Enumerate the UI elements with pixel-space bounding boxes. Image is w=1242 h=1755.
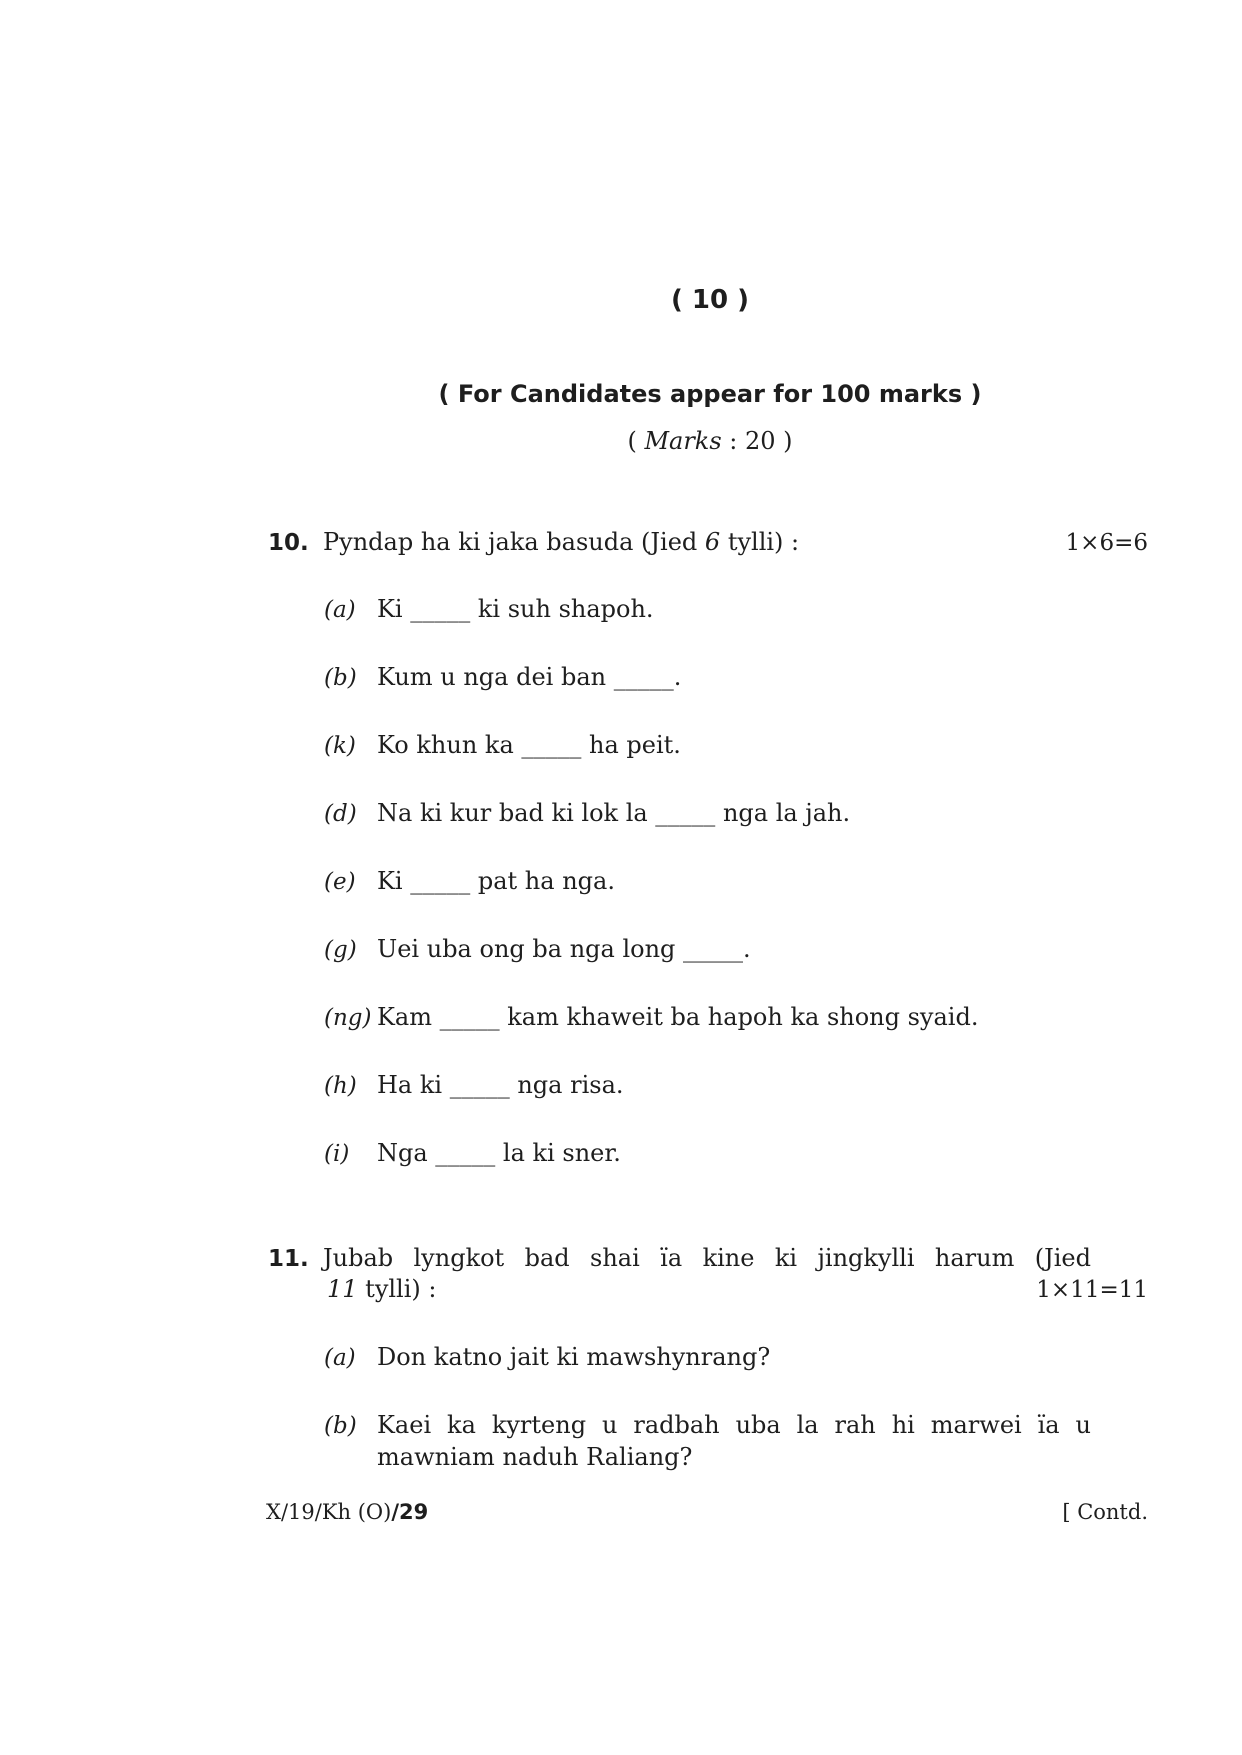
item-label: (i) bbox=[324, 1141, 350, 1167]
page-number: ( 10 ) bbox=[670, 285, 750, 315]
question-10-number: 10. bbox=[268, 530, 309, 556]
item-label: (h) bbox=[324, 1073, 357, 1099]
item-text: Don katno jait ki mawshynrang? bbox=[377, 1343, 771, 1371]
continued-note: [ Contd. bbox=[1062, 1500, 1148, 1524]
item-label: (a) bbox=[324, 597, 356, 623]
item-text: Ki _____ pat ha nga. bbox=[377, 867, 615, 895]
question-11-text-line2: 11 tylli) : bbox=[327, 1275, 437, 1303]
item-label: (ng) bbox=[324, 1005, 372, 1031]
question-11-number: 11. bbox=[268, 1246, 309, 1272]
item-label: (b) bbox=[324, 1413, 357, 1439]
item-label: (g) bbox=[324, 937, 357, 963]
item-text: Ha ki _____ nga risa. bbox=[377, 1071, 624, 1099]
item-text: Nga _____ la ki sner. bbox=[377, 1139, 621, 1167]
item-text: Kum u nga dei ban _____. bbox=[377, 663, 682, 691]
question-11-marks: 1×11=11 bbox=[1036, 1277, 1148, 1303]
item-text: Na ki kur bad ki lok la _____ nga la jah. bbox=[377, 799, 851, 827]
marks-label: Marks bbox=[644, 427, 722, 455]
item-text-line2: mawniam naduh Raliang? bbox=[377, 1443, 693, 1471]
question-10-text: Pyndap ha ki jaka basuda (Jied 6 tylli) : bbox=[323, 528, 800, 556]
item-label: (a) bbox=[324, 1345, 356, 1371]
paper-code: X/19/Kh (O)/29 bbox=[266, 1500, 429, 1524]
question-11-text-line1: Jubab lyngkot bad shai ïa kine ki jingkylli harum (Jied bbox=[323, 1244, 1091, 1272]
item-text: Ko khun ka _____ ha peit. bbox=[377, 731, 681, 759]
item-label: (d) bbox=[324, 801, 357, 827]
item-text-line1: Kaei ka kyrteng u radbah uba la rah hi marwei ïa u bbox=[377, 1411, 1091, 1439]
item-text: Ki _____ ki suh shapoh. bbox=[377, 595, 654, 623]
item-text: Uei uba ong ba nga long _____. bbox=[377, 935, 751, 963]
item-label: (k) bbox=[324, 733, 356, 759]
section-heading: ( For Candidates appear for 100 marks ) bbox=[438, 380, 982, 408]
item-label: (e) bbox=[324, 869, 356, 895]
item-text: Kam _____ kam khaweit ba hapoh ka shong syaid. bbox=[377, 1003, 979, 1031]
question-10-marks: 1×6=6 bbox=[1065, 530, 1148, 556]
section-marks: ( Marks : 20 ) bbox=[627, 427, 793, 455]
item-label: (b) bbox=[324, 665, 357, 691]
